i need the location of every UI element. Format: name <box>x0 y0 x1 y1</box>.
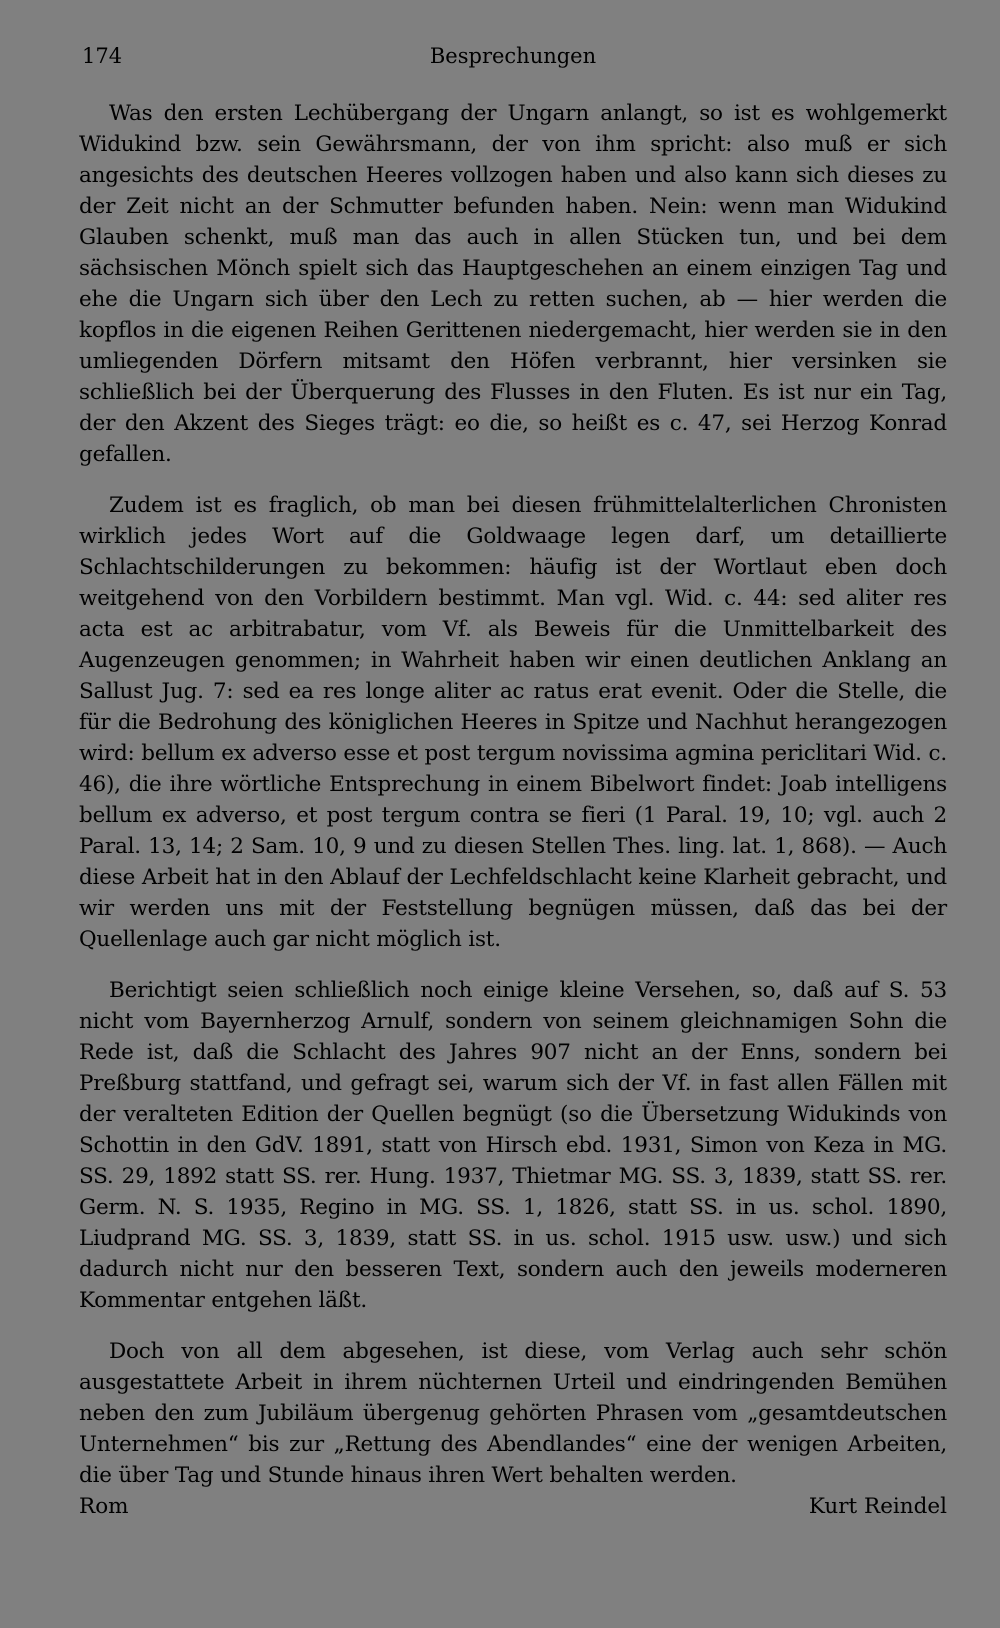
paragraph-corrections: Berichtigt seien schließlich noch einige kleine Versehen, so, daß auf S. 53 nicht vom Bayernherzog Arnulf, sondern von seinem gleichnamigen Sohn die Rede ist, daß die Schlacht des Jahres 907 nicht an der Enns, sondern bei Preßburg stattfand, und gefragt sei, warum sich der Vf. in fast allen Fällen mit der veralteten Edition der Quellen begnügt (so die Übersetzung Widukinds von Schottin in den GdV. 1891, statt von Hirsch ebd. 1931, Simon von Keza in MG. SS. 29, 1892 statt SS. rer. Hung. 1937, Thietmar MG. SS. 3, 1839, statt SS. rer. Germ. N. S. 1935, Regino in MG. SS. 1, 1826, statt SS. in us. schol. 1890, Liudprand MG. SS. 3, 1839, statt SS. in us. schol. 1915 usw. usw.) und sich dadurch nicht nur den besseren Text, sondern auch den jeweils moderneren Kommentar entgehen läßt. <box>79 978 947 1313</box>
page-header <box>79 44 947 76</box>
document-page <box>79 44 947 1522</box>
page-number: 174 <box>82 44 123 68</box>
signature-author: Kurt Reindel <box>808 1494 947 1519</box>
signature-line <box>79 1491 947 1522</box>
paragraph-conclusion: Doch von all dem abgesehen, ist diese, vom Verlag auch sehr schön ausgestattete Arbeit in ihrem nüchternen Urteil und eindringenden Bemühen neben den zum Jubiläum übergenug gehörten Phrasen vom „gesamtdeutschen Unternehmen“ bis zur „Rettung des Abendlandes“ eine der wenigen Arbeiten, die über Tag und Stunde hinaus ihren Wert behalten werden. <box>79 1339 947 1488</box>
page-body <box>79 98 947 1522</box>
signature-place: Rom <box>79 1494 129 1519</box>
running-head: Besprechungen <box>429 44 597 68</box>
paragraph-chroniclers: Zudem ist es fraglich, ob man bei diesen frühmittelalterlichen Chronisten wirklich jedes Wort auf die Goldwaage legen darf, um detaillierte Schlachtschilderungen zu bekommen: häufig ist der Wortlaut eben doch weitgehend von den Vorbildern bestimmt. Man vgl. Wid. c. 44: sed aliter res acta est ac arbitrabatur, vom Vf. als Beweis für die Unmittelbarkeit des Augenzeugen genommen; in Wahrheit haben wir einen deutlichen Anklang an Sallust Jug. 7: sed ea res longe aliter ac ratus erat evenit. Oder die Stelle, die für die Bedrohung des königlichen Heeres in Spitze und Nachhut herangezogen wird: bellum ex adverso esse et post tergum novissima agmina periclitari Wid. c. 46), die ihre wörtliche Entsprechung in einem Bibelwort findet: Joab intelligens bellum ex adverso, et post tergum contra se fieri (1 Paral. 19, 10; vgl. auch 2 Paral. 13, 14; 2 Sam. 10, 9 und zu diesen Stellen Thes. ling. lat. 1, 868). — Auch diese Arbeit hat in den Ablauf der Lechfeldschlacht keine Klarheit gebracht, und wir werden uns mit der Feststellung begnügen müssen, daß das bei der Quellenlage auch gar nicht möglich ist. <box>79 493 947 952</box>
paragraph-lech-crossing: Was den ersten Lechübergang der Ungarn anlangt, so ist es wohlgemerkt Widukind bzw. sein Gewährsmann, der von ihm spricht: also muß er sich angesichts des deutschen Heeres vollzogen haben und also kann sich dieses zu der Zeit nicht an der Schmutter befunden haben. Nein: wenn man Widukind Glauben schenkt, muß man das auch in allen Stücken tun, und bei dem sächsischen Mönch spielt sich das Hauptgeschehen an einem einzigen Tag und ehe die Ungarn sich über den Lech zu retten suchen, ab — hier werden die kopflos in die eigenen Reihen Gerittenen niedergemacht, hier werden sie in den umliegenden Dörfern mitsamt den Höfen verbrannt, hier versinken sie schließlich bei der Überquerung des Flusses in den Fluten. Es ist nur ein Tag, der den Akzent des Sieges trägt: eo die, so heißt es c. 47, sei Herzog Konrad gefallen. <box>79 101 947 467</box>
